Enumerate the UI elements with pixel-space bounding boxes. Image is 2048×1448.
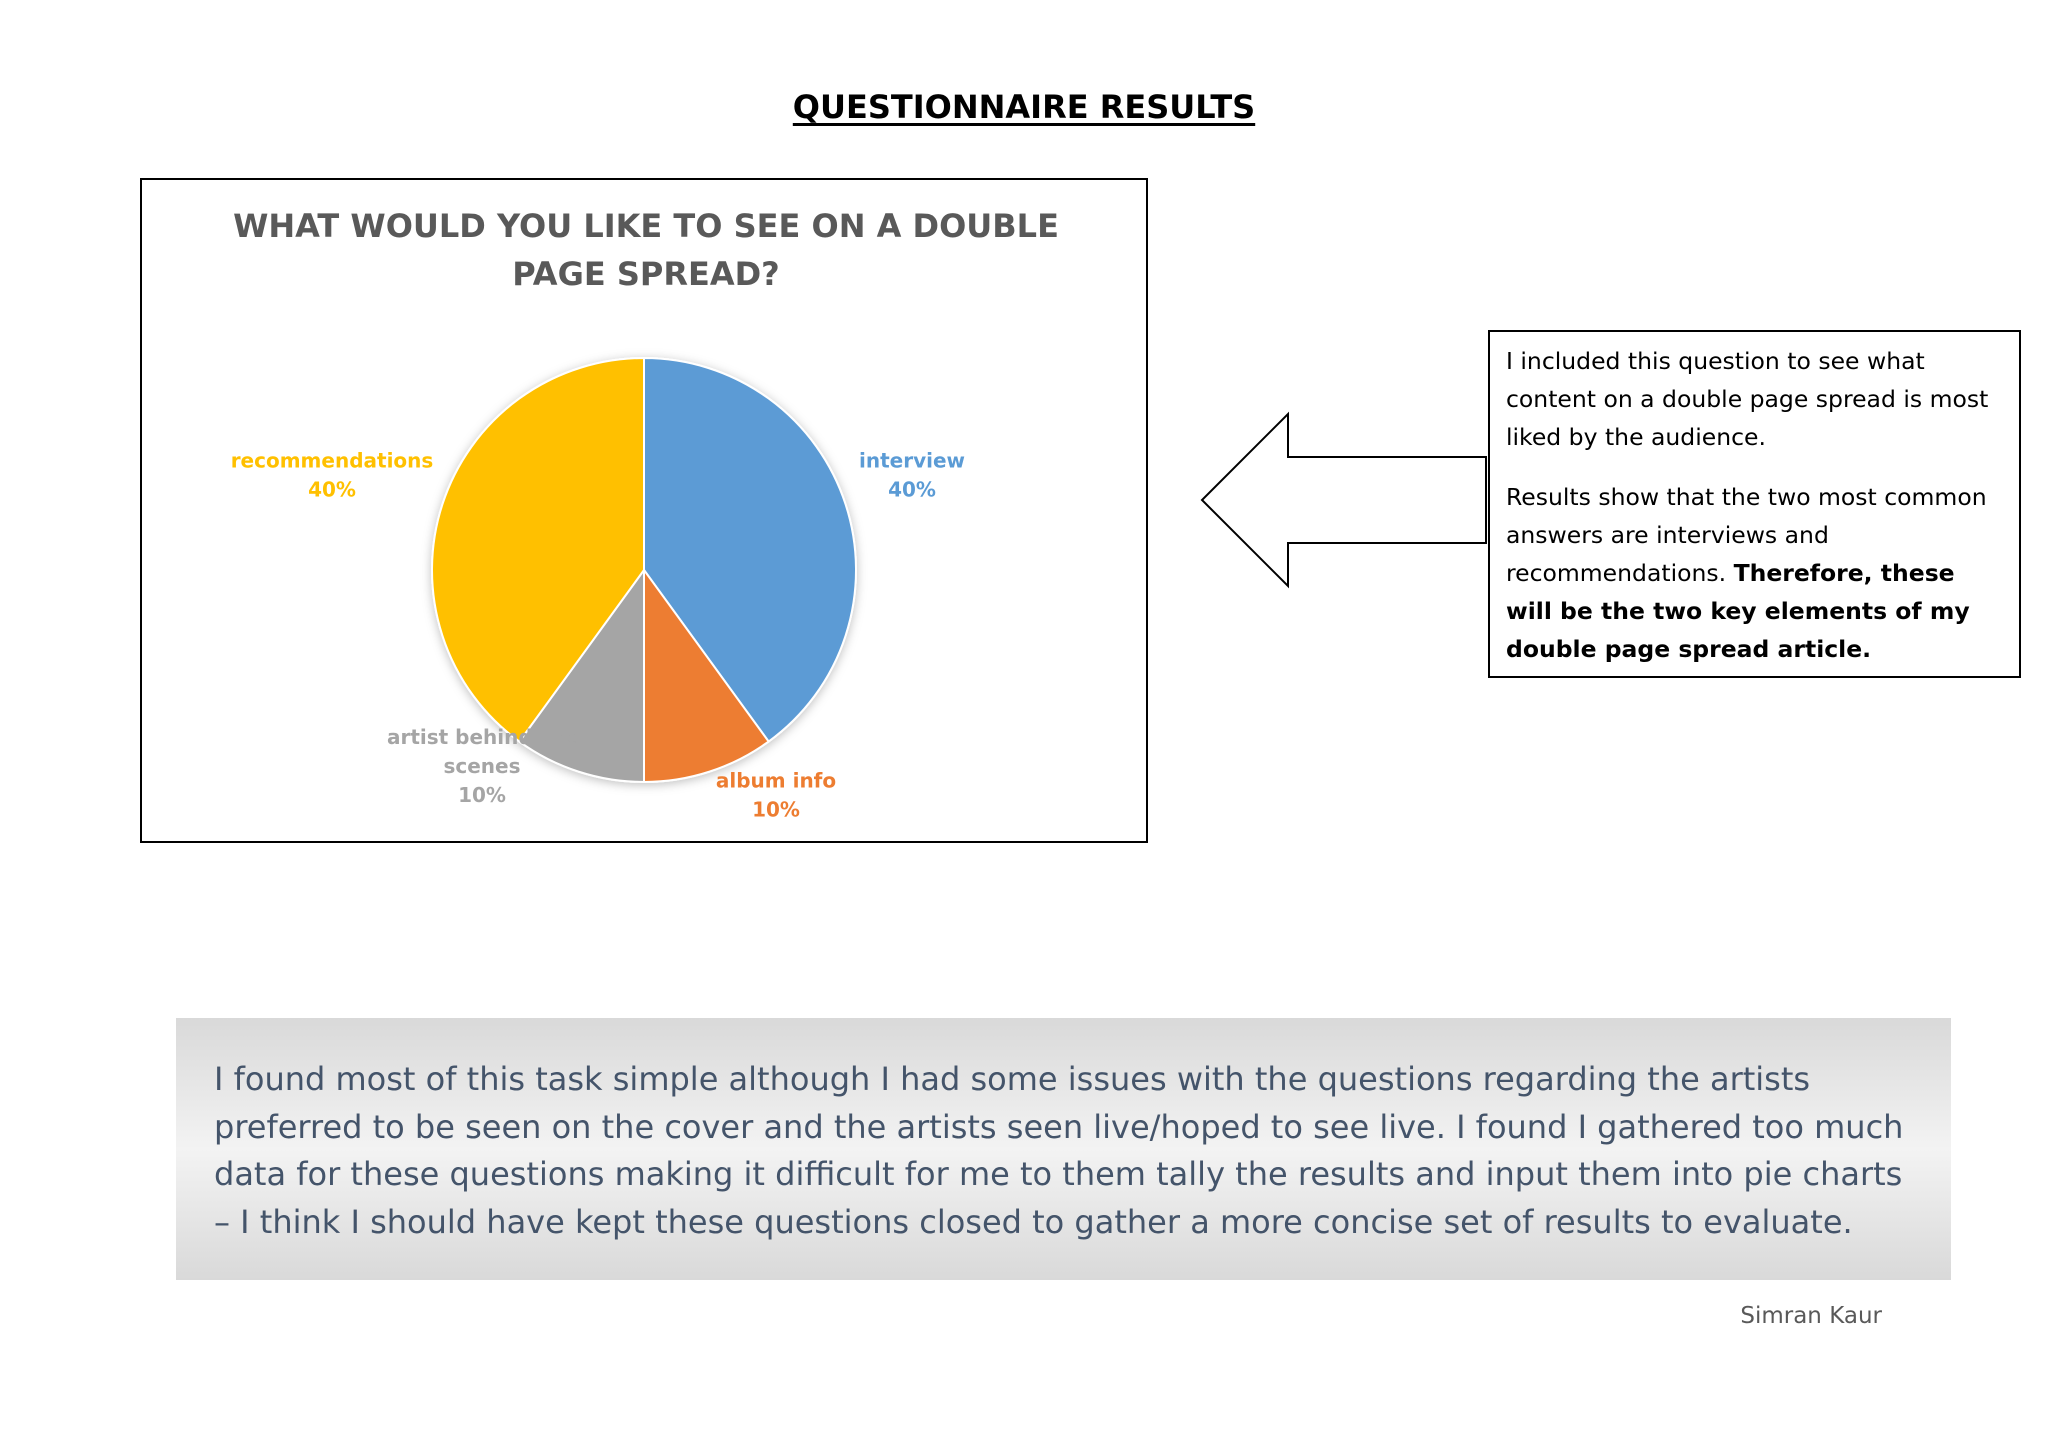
- chart-title-line-2: PAGE SPREAD?: [512, 255, 780, 293]
- slice-label-artist-behind-the-scenes: artist behind the scenes 10%: [386, 725, 578, 807]
- pie-chart: [140, 178, 1148, 843]
- author-name: Simran Kaur: [1740, 1303, 1882, 1329]
- slice-label-album-info: album info 10%: [715, 768, 837, 822]
- slice-label-recommendations: recommendations 40%: [230, 448, 434, 502]
- slice-label-interview: interview 40%: [858, 448, 966, 502]
- left-arrow-icon: [1200, 410, 1490, 590]
- note-box: [1488, 330, 2021, 678]
- note-conclusion: Therefore, these will be the two key elements of my double page spread article.: [1506, 559, 1970, 663]
- pie-plot: [142, 180, 1146, 841]
- reflection-box: I found most of this task simple although I had some issues with the questions regarding the artists preferred to be seen on the cover and the artists seen live/hoped to see live. I found I gathered too much data for these questions making it difficult for me to them tally the results and input them into pie charts – I think I should have kept these questions closed to gather a more concise set of results to evaluate.: [176, 1018, 1951, 1280]
- page-title: QUESTIONNAIRE RESULTS: [792, 88, 1256, 126]
- note-paragraph-2: [1506, 478, 2003, 668]
- chart-title-line-1: WHAT WOULD YOU LIKE TO SEE ON A DOUBLE: [233, 207, 1059, 245]
- note-paragraph-1: I included this question to see what content on a double page spread is most liked by the audience.: [1506, 347, 1989, 451]
- note-paragraph-2-text: Results show that the two most common answers are interviews and recommendations.: [1506, 483, 1987, 587]
